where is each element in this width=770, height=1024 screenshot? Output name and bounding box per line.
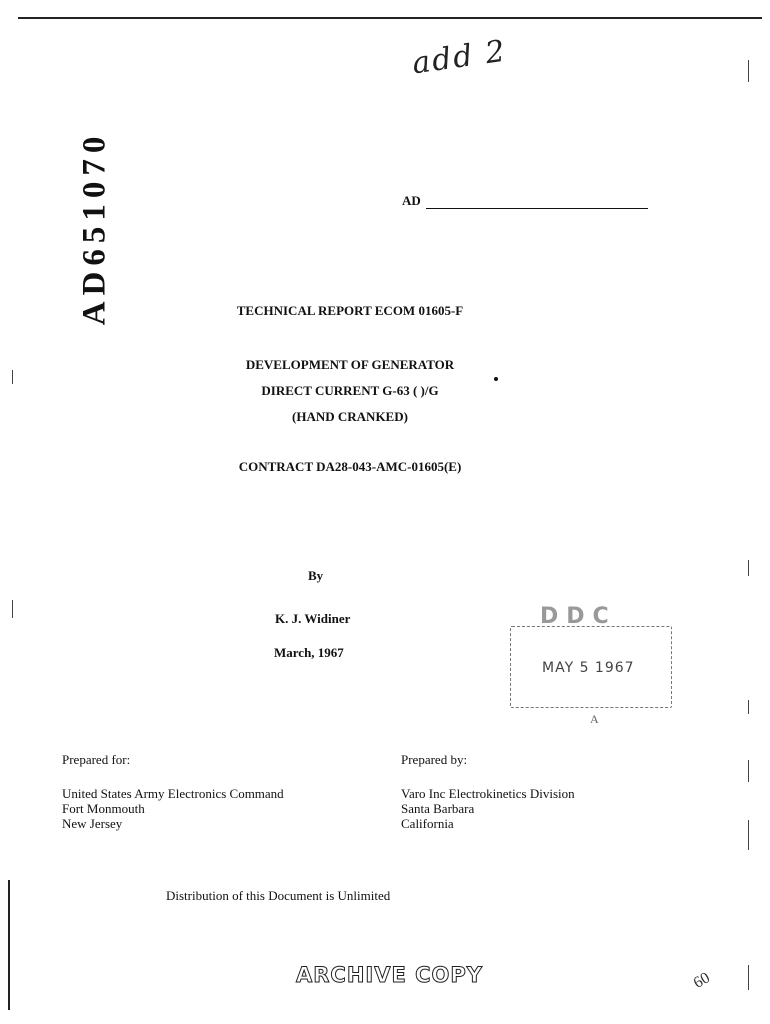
distribution-statement: Distribution of this Document is Unlimited <box>166 888 391 903</box>
margin-mark <box>748 760 749 782</box>
handwritten-note: add 2 <box>410 33 509 82</box>
margin-mark <box>748 700 749 714</box>
page-border-left <box>8 880 10 1010</box>
stamp-letter: A <box>590 712 599 726</box>
margin-mark <box>748 60 749 82</box>
prepared-by-line: Varo Inc Electrokinetics Division <box>401 786 575 801</box>
archive-copy-stamp: ARCHIVE COPY <box>296 963 483 987</box>
prepared-for-line: Fort Monmouth <box>62 801 145 816</box>
margin-mark <box>748 965 749 990</box>
ad-field-line <box>426 208 648 209</box>
report-number: TECHNICAL REPORT ECOM 01605-F <box>236 303 464 318</box>
page-border-top <box>18 17 762 19</box>
prepared-by-label: Prepared by: <box>401 752 468 767</box>
contract-number: CONTRACT DA28-043-AMC-01605(E) <box>238 459 462 474</box>
prepared-for-line: United States Army Electronics Command <box>62 786 284 801</box>
title-line-3: (HAND CRANKED) <box>292 409 408 424</box>
prepared-for-line: New Jersey <box>62 816 123 831</box>
prepared-by-line: Santa Barbara <box>401 801 475 816</box>
ink-dot <box>494 377 498 381</box>
corner-handwritten-mark: 60 <box>690 969 713 992</box>
by-label: By <box>308 568 324 583</box>
prepared-for-label: Prepared for: <box>62 752 131 767</box>
prepared-by-line: California <box>401 816 454 831</box>
prepared-for-address <box>62 786 284 831</box>
ad-accession-number-text: AD651070 <box>76 130 113 326</box>
title-line-2: DIRECT CURRENT G-63 ( )/G <box>261 383 439 398</box>
ad-field-label: AD <box>402 193 421 208</box>
title-line-1: DEVELOPMENT OF GENERATOR <box>245 357 455 372</box>
stamp-date: MAY 5 1967 <box>542 660 635 676</box>
stamp-header: DDC <box>540 604 617 629</box>
margin-mark <box>12 370 13 384</box>
margin-mark <box>748 560 749 576</box>
margin-mark <box>12 600 13 618</box>
author-name: K. J. Widiner <box>275 611 351 626</box>
report-date: March, 1967 <box>274 645 344 660</box>
margin-mark <box>748 820 749 850</box>
ddc-stamp <box>506 604 676 729</box>
prepared-by-address <box>401 786 575 831</box>
